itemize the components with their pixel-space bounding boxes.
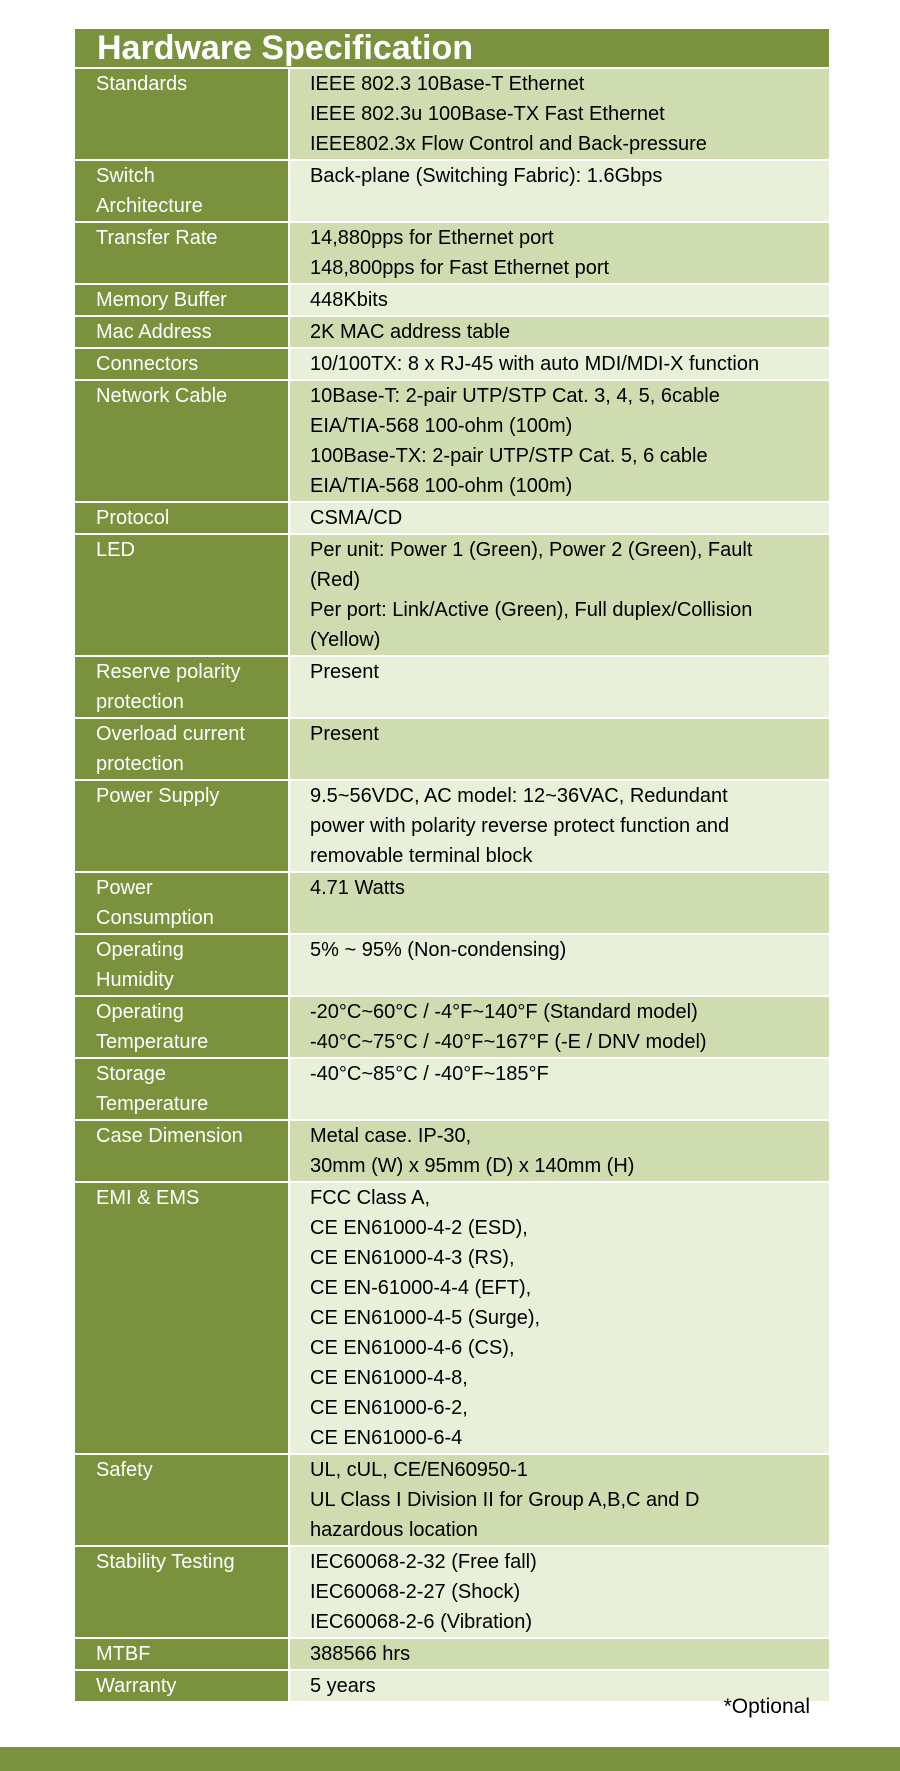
spec-value-line: IEEE802.3x Flow Control and Back-pressure	[310, 133, 707, 155]
spec-value-line: -40°C~85°C / -40°F~185°F	[310, 1063, 549, 1085]
table-row	[75, 283, 829, 315]
table-row	[75, 533, 829, 655]
spec-label-line: EMI & EMS	[96, 1187, 200, 1209]
spec-label-line: Protocol	[96, 507, 170, 529]
table-row	[75, 1057, 829, 1119]
spec-value-line: 5 years	[310, 1675, 376, 1697]
spec-value-line: 14,880pps for Ethernet port	[310, 227, 554, 249]
spec-value	[288, 349, 829, 379]
spec-value-line: CE EN61000-4-3 (RS),	[310, 1247, 515, 1269]
spec-label-line: Mac Address	[96, 321, 212, 343]
spec-value-line: EIA/TIA-568 100-ohm (100m)	[310, 415, 573, 437]
spec-label	[75, 997, 288, 1057]
spec-label	[75, 1059, 288, 1119]
spec-label-line: Warranty	[96, 1675, 177, 1697]
spec-value-line: Metal case. IP-30,	[310, 1125, 472, 1147]
spec-value-line: 30mm (W) x 95mm (D) x 140mm (H)	[310, 1155, 635, 1177]
spec-label	[75, 349, 288, 379]
spec-value	[288, 719, 829, 779]
spec-value-line: IEEE 802.3u 100Base-TX Fast Ethernet	[310, 103, 665, 125]
spec-label-line: Humidity	[96, 969, 174, 991]
spec-value-line: CSMA/CD	[310, 507, 403, 529]
table-row	[75, 1453, 829, 1545]
spec-value-line: 5% ~ 95% (Non-condensing)	[310, 939, 567, 961]
table-row	[75, 1119, 829, 1181]
spec-value-line: 4.71 Watts	[310, 877, 405, 899]
spec-value-line: removable terminal block	[310, 845, 533, 867]
spec-label	[75, 69, 288, 159]
spec-label-line: Temperature	[96, 1031, 209, 1053]
spec-value-line: -20°C~60°C / -4°F~140°F (Standard model)	[310, 1001, 698, 1023]
spec-value	[288, 223, 829, 283]
spec-value	[288, 1121, 829, 1181]
spec-label-line: Transfer Rate	[96, 227, 218, 249]
spec-label	[75, 1671, 288, 1701]
spec-value-line: CE EN61000-6-2,	[310, 1397, 468, 1419]
spec-label-line: Network Cable	[96, 385, 228, 407]
spec-value	[288, 657, 829, 717]
spec-label	[75, 657, 288, 717]
spec-value-line: FCC Class A,	[310, 1187, 431, 1209]
spec-label	[75, 781, 288, 871]
spec-value	[288, 1639, 829, 1669]
table-row	[75, 221, 829, 283]
spec-label	[75, 535, 288, 655]
spec-label-line: MTBF	[96, 1643, 151, 1665]
spec-label-line: protection	[96, 691, 184, 713]
spec-label-line: Memory Buffer	[96, 289, 227, 311]
spec-value-line: 388566 hrs	[310, 1643, 411, 1665]
spec-value-line: Per port: Link/Active (Green), Full duplex/Collision	[310, 599, 753, 621]
spec-value-line: Present	[310, 661, 379, 683]
spec-value	[288, 317, 829, 347]
spec-value-line: 2K MAC address table	[310, 321, 511, 343]
spec-value-line: 10/100TX: 8 x RJ-45 with auto MDI/MDI-X function	[310, 353, 760, 375]
spec-value-line: Per unit: Power 1 (Green), Power 2 (Green), Fault	[310, 539, 753, 561]
spec-label	[75, 1183, 288, 1453]
spec-label	[75, 935, 288, 995]
spec-value-line: 100Base-TX: 2-pair UTP/STP Cat. 5, 6 cable	[310, 445, 708, 467]
table-row	[75, 1669, 829, 1701]
spec-value-line: CE EN61000-4-5 (Surge),	[310, 1307, 541, 1329]
spec-value-line: power with polarity reverse protect function and	[310, 815, 730, 837]
spec-label	[75, 1547, 288, 1637]
spec-value	[288, 873, 829, 933]
spec-label	[75, 1639, 288, 1669]
spec-value	[288, 935, 829, 995]
spec-value	[288, 997, 829, 1057]
spec-label-line: Power	[96, 877, 153, 899]
spec-label-line: Consumption	[96, 907, 214, 929]
spec-value-line: IEC60068-2-6 (Vibration)	[310, 1611, 532, 1633]
table-row	[75, 717, 829, 779]
page-title: Hardware Specification	[75, 29, 829, 67]
spec-label	[75, 503, 288, 533]
spec-value	[288, 535, 829, 655]
spec-value-line: IEEE 802.3 10Base-T Ethernet	[310, 73, 585, 95]
spec-value-line: hazardous location	[310, 1519, 478, 1541]
spec-value-line: (Red)	[310, 569, 361, 591]
table-row	[75, 933, 829, 995]
table-row	[75, 1637, 829, 1669]
footer-bar	[0, 1747, 900, 1771]
spec-label-line: Switch	[96, 165, 155, 187]
spec-label-line: protection	[96, 753, 184, 775]
spec-value	[288, 161, 829, 221]
spec-label-line: LED	[96, 539, 135, 561]
spec-value-line: -40°C~75°C / -40°F~167°F (-E / DNV model)	[310, 1031, 707, 1053]
spec-label-line: Power Supply	[96, 785, 220, 807]
spec-label-line: Reserve polarity	[96, 661, 241, 683]
spec-label-line: Temperature	[96, 1093, 209, 1115]
spec-value-line: 448Kbits	[310, 289, 388, 311]
spec-value-line: CE EN61000-4-6 (CS),	[310, 1337, 515, 1359]
table-row	[75, 1545, 829, 1637]
spec-label-line: Operating	[96, 1001, 184, 1023]
table-row	[75, 1181, 829, 1453]
spec-label	[75, 381, 288, 501]
spec-label-line: Stability Testing	[96, 1551, 235, 1573]
table-row	[75, 779, 829, 871]
table-row	[75, 655, 829, 717]
spec-rows	[75, 67, 829, 1701]
spec-value	[288, 1547, 829, 1637]
spec-value	[288, 1183, 829, 1453]
spec-value	[288, 503, 829, 533]
spec-label	[75, 1455, 288, 1545]
spec-value-line: IEC60068-2-32 (Free fall)	[310, 1551, 537, 1573]
spec-value	[288, 381, 829, 501]
spec-label	[75, 719, 288, 779]
table-row	[75, 871, 829, 933]
hardware-spec-table	[75, 29, 829, 1701]
spec-value-line: UL Class I Division II for Group A,B,C and D	[310, 1489, 700, 1511]
spec-value-line: Back-plane (Switching Fabric): 1.6Gbps	[310, 165, 663, 187]
spec-value-line: CE EN61000-6-4	[310, 1427, 463, 1449]
spec-value-line: 9.5~56VDC, AC model: 12~36VAC, Redundant	[310, 785, 728, 807]
spec-value-line: (Yellow)	[310, 629, 381, 651]
spec-value	[288, 1455, 829, 1545]
spec-value	[288, 781, 829, 871]
spec-label-line: Connectors	[96, 353, 199, 375]
spec-value-line: UL, cUL, CE/EN60950-1	[310, 1459, 528, 1481]
spec-label	[75, 223, 288, 283]
table-row	[75, 379, 829, 501]
table-row	[75, 159, 829, 221]
spec-label-line: Safety	[96, 1459, 153, 1481]
spec-value	[288, 1059, 829, 1119]
spec-value-line: EIA/TIA-568 100-ohm (100m)	[310, 475, 573, 497]
spec-value-line: Present	[310, 723, 379, 745]
spec-value	[288, 285, 829, 315]
spec-label	[75, 873, 288, 933]
spec-value-line: CE EN61000-4-2 (ESD),	[310, 1217, 528, 1239]
spec-label-line: Operating	[96, 939, 184, 961]
optional-note: *Optional	[723, 1695, 810, 1718]
table-row	[75, 347, 829, 379]
table-row	[75, 995, 829, 1057]
table-row	[75, 501, 829, 533]
spec-label-line: Case Dimension	[96, 1125, 243, 1147]
spec-value-line: 148,800pps for Fast Ethernet port	[310, 257, 610, 279]
spec-label	[75, 161, 288, 221]
spec-label-line: Architecture	[96, 195, 203, 217]
spec-value	[288, 69, 829, 159]
table-row	[75, 315, 829, 347]
spec-label-line: Standards	[96, 73, 188, 95]
spec-value-line: CE EN-61000-4-4 (EFT),	[310, 1277, 532, 1299]
spec-label	[75, 285, 288, 315]
spec-label-line: Overload current	[96, 723, 245, 745]
table-row	[75, 67, 829, 159]
spec-value-line: 10Base-T: 2-pair UTP/STP Cat. 3, 4, 5, 6cable	[310, 385, 720, 407]
spec-value-line: CE EN61000-4-8,	[310, 1367, 468, 1389]
spec-label	[75, 1121, 288, 1181]
spec-value-line: IEC60068-2-27 (Shock)	[310, 1581, 521, 1603]
spec-label	[75, 317, 288, 347]
spec-label-line: Storage	[96, 1063, 167, 1085]
